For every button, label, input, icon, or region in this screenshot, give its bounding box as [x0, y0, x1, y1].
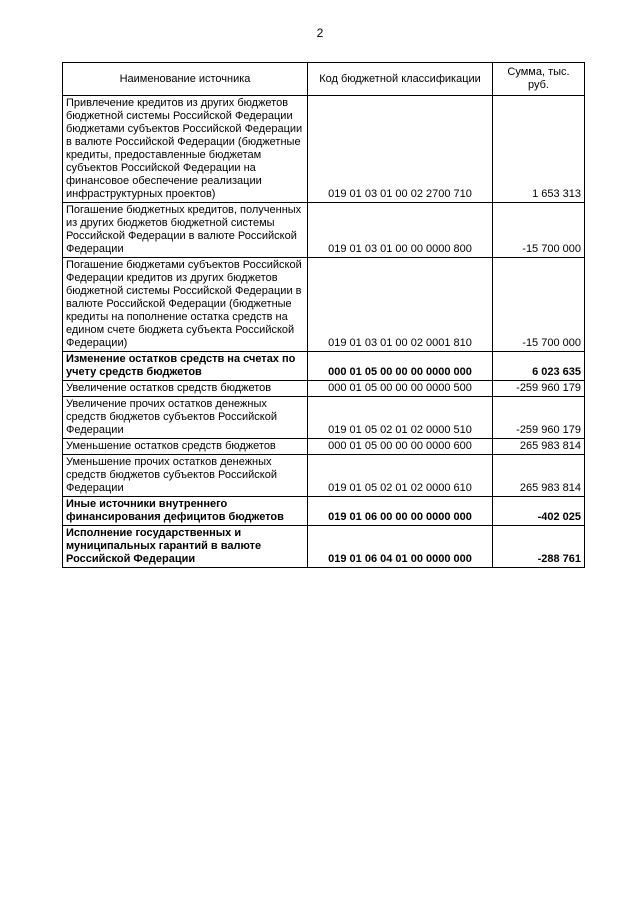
table-header-row	[63, 63, 585, 96]
row-amount: 265 983 814	[493, 455, 585, 497]
row-name: Погашение бюджетных кредитов, полученных из других бюджетов бюджетной системы Российской Федерации в валюте Российской Федерации	[63, 203, 308, 258]
table-row	[63, 352, 585, 381]
row-code: 019 01 03 01 00 02 2700 710	[308, 96, 493, 203]
row-amount: -288 761	[493, 526, 585, 568]
row-name: Уменьшение прочих остатков денежных средств бюджетов субъектов Российской Федерации	[63, 455, 308, 497]
table-row	[63, 258, 585, 352]
row-name: Изменение остатков средств на счетах по учету средств бюджетов	[63, 352, 308, 381]
row-code: 019 01 03 01 00 00 0000 800	[308, 203, 493, 258]
table-row	[63, 203, 585, 258]
table-row	[63, 439, 585, 455]
row-amount: -259 960 179	[493, 381, 585, 397]
page-number: 2	[316, 26, 324, 40]
row-amount: -259 960 179	[493, 397, 585, 439]
header-amount: Сумма, тыс. руб.	[493, 63, 585, 96]
row-name: Уменьшение остатков средств бюджетов	[63, 439, 308, 455]
row-code: 019 01 06 04 01 00 0000 000	[308, 526, 493, 568]
row-name: Погашение бюджетами субъектов Российской Федерации кредитов из других бюджетов бюджетной системы Российской Федерации в валюте Российской Федерации (бюджетные кредиты на пополнение остатка средств на едином счете бюджета субъекта Российской Федерации)	[63, 258, 308, 352]
table-row	[63, 397, 585, 439]
row-amount: -15 700 000	[493, 258, 585, 352]
row-amount: 1 653 313	[493, 96, 585, 203]
row-name: Привлечение кредитов из других бюджетов бюджетной системы Российской Федерации бюджетами субъектов Российской Федерации в валюте Российской Федерации (бюджетные кредиты, предоставленные бюджетам субъектов Российской Федерации на финансовое обеспечение реализации инфраструктурных проектов)	[63, 96, 308, 203]
header-name: Наименование источника	[63, 63, 308, 96]
row-amount: 265 983 814	[493, 439, 585, 455]
row-code: 000 01 05 00 00 00 0000 500	[308, 381, 493, 397]
table-row	[63, 497, 585, 526]
table-row	[63, 381, 585, 397]
header-code: Код бюджетной классификации	[308, 63, 493, 96]
table-row	[63, 526, 585, 568]
table-row	[63, 96, 585, 203]
row-name: Иные источники внутреннего финансирования дефицитов бюджетов	[63, 497, 308, 526]
table-row	[63, 455, 585, 497]
row-code: 019 01 03 01 00 02 0001 810	[308, 258, 493, 352]
sources-table	[62, 62, 585, 568]
row-code: 000 01 05 00 00 00 0000 000	[308, 352, 493, 381]
row-code: 019 01 06 00 00 00 0000 000	[308, 497, 493, 526]
row-amount: -402 025	[493, 497, 585, 526]
table-body	[63, 96, 585, 568]
row-amount: -15 700 000	[493, 203, 585, 258]
row-name: Увеличение остатков средств бюджетов	[63, 381, 308, 397]
row-code: 019 01 05 02 01 02 0000 610	[308, 455, 493, 497]
row-amount: 6 023 635	[493, 352, 585, 381]
row-code: 019 01 05 02 01 02 0000 510	[308, 397, 493, 439]
row-code: 000 01 05 00 00 00 0000 600	[308, 439, 493, 455]
row-name: Увеличение прочих остатков денежных средств бюджетов субъектов Российской Федерации	[63, 397, 308, 439]
row-name: Исполнение государственных и муниципальных гарантий в валюте Российской Федерации	[63, 526, 308, 568]
